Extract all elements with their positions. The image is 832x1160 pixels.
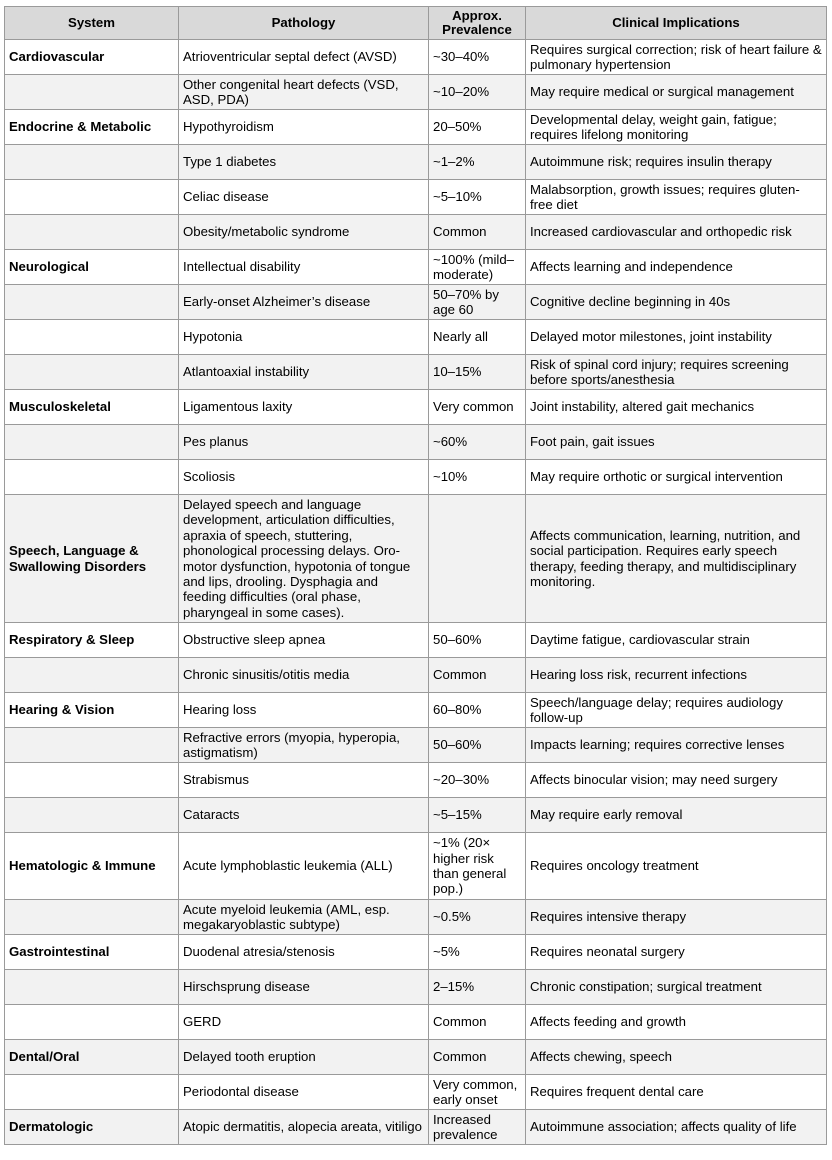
pathology-cell: Hypothyroidism xyxy=(179,110,429,145)
table-row xyxy=(5,935,827,970)
table-row xyxy=(5,460,827,495)
pathology-cell: Obesity/metabolic syndrome xyxy=(179,215,429,250)
system-cell xyxy=(5,658,179,693)
implications-cell: Requires frequent dental care xyxy=(526,1075,827,1110)
implications-cell: Risk of spinal cord injury; requires screening before sports/anesthesia xyxy=(526,355,827,390)
system-cell xyxy=(5,355,179,390)
table-row xyxy=(5,355,827,390)
pathology-table xyxy=(4,6,827,1145)
table-row xyxy=(5,1075,827,1110)
system-cell: Gastrointestinal xyxy=(5,935,179,970)
system-cell: Endocrine & Metabolic xyxy=(5,110,179,145)
implications-cell: Malabsorption, growth issues; requires gluten-free diet xyxy=(526,180,827,215)
implications-cell: Chronic constipation; surgical treatment xyxy=(526,970,827,1005)
system-cell: Respiratory & Sleep xyxy=(5,623,179,658)
prevalence-cell: Common xyxy=(429,215,526,250)
table-row xyxy=(5,798,827,833)
pathology-cell: Pes planus xyxy=(179,425,429,460)
pathology-cell: Scoliosis xyxy=(179,460,429,495)
implications-cell: Foot pain, gait issues xyxy=(526,425,827,460)
system-cell: Dental/Oral xyxy=(5,1040,179,1075)
implications-cell: Joint instability, altered gait mechanics xyxy=(526,390,827,425)
table-row xyxy=(5,40,827,75)
system-cell: Neurological xyxy=(5,250,179,285)
header-prevalence-line2: Prevalence xyxy=(442,22,512,37)
header-implications: Clinical Implications xyxy=(526,7,827,40)
pathology-cell: Refractive errors (myopia, hyperopia, astigmatism) xyxy=(179,728,429,763)
system-cell: Dermatologic xyxy=(5,1110,179,1145)
implications-cell: Daytime fatigue, cardiovascular strain xyxy=(526,623,827,658)
header-system: System xyxy=(5,7,179,40)
prevalence-cell: Increased prevalence xyxy=(429,1110,526,1145)
implications-cell: Cognitive decline beginning in 40s xyxy=(526,285,827,320)
header-prevalence xyxy=(429,7,526,40)
table-row xyxy=(5,658,827,693)
table-row xyxy=(5,1005,827,1040)
pathology-cell: Hearing loss xyxy=(179,693,429,728)
prevalence-cell: Common xyxy=(429,658,526,693)
pathology-cell: Acute lymphoblastic leukemia (ALL) xyxy=(179,833,429,900)
pathology-cell: Atrioventricular septal defect (AVSD) xyxy=(179,40,429,75)
table-header xyxy=(5,7,827,40)
prevalence-cell: 20–50% xyxy=(429,110,526,145)
system-cell: Cardiovascular xyxy=(5,40,179,75)
prevalence-cell: 50–70% by age 60 xyxy=(429,285,526,320)
pathology-cell: Cataracts xyxy=(179,798,429,833)
prevalence-cell xyxy=(429,495,526,623)
prevalence-cell: 2–15% xyxy=(429,970,526,1005)
system-cell xyxy=(5,425,179,460)
pathology-cell: Strabismus xyxy=(179,763,429,798)
pathology-cell: Periodontal disease xyxy=(179,1075,429,1110)
system-cell xyxy=(5,180,179,215)
implications-cell: Requires intensive therapy xyxy=(526,900,827,935)
table-row xyxy=(5,390,827,425)
prevalence-cell: ~1–2% xyxy=(429,145,526,180)
prevalence-cell: Common xyxy=(429,1005,526,1040)
header-row xyxy=(5,7,827,40)
table-row xyxy=(5,215,827,250)
prevalence-cell: ~30–40% xyxy=(429,40,526,75)
table-row xyxy=(5,180,827,215)
table-row xyxy=(5,320,827,355)
system-cell xyxy=(5,798,179,833)
table-row xyxy=(5,970,827,1005)
table-row xyxy=(5,110,827,145)
prevalence-cell: 50–60% xyxy=(429,728,526,763)
prevalence-cell: ~5% xyxy=(429,935,526,970)
prevalence-cell: Nearly all xyxy=(429,320,526,355)
implications-cell: May require orthotic or surgical intervention xyxy=(526,460,827,495)
prevalence-cell: ~10–20% xyxy=(429,75,526,110)
pathology-cell: Duodenal atresia/stenosis xyxy=(179,935,429,970)
implications-cell: Impacts learning; requires corrective lenses xyxy=(526,728,827,763)
pathology-cell: Acute myeloid leukemia (AML, esp. megakaryoblastic subtype) xyxy=(179,900,429,935)
table-row xyxy=(5,693,827,728)
prevalence-cell: Very common xyxy=(429,390,526,425)
prevalence-cell: 10–15% xyxy=(429,355,526,390)
implications-cell: Requires surgical correction; risk of heart failure & pulmonary hypertension xyxy=(526,40,827,75)
table-body xyxy=(5,40,827,1145)
pathology-cell: Delayed tooth eruption xyxy=(179,1040,429,1075)
table-row xyxy=(5,763,827,798)
pathology-cell: Hypotonia xyxy=(179,320,429,355)
system-cell: Hematologic & Immune xyxy=(5,833,179,900)
implications-cell: Affects communication, learning, nutrition, and social participation. Requires early speech therapy, feeding therapy, and multidisciplinary monitoring. xyxy=(526,495,827,623)
implications-cell: Increased cardiovascular and orthopedic risk xyxy=(526,215,827,250)
system-cell xyxy=(5,75,179,110)
system-cell xyxy=(5,460,179,495)
pathology-cell: Obstructive sleep apnea xyxy=(179,623,429,658)
table-row xyxy=(5,75,827,110)
prevalence-cell: Very common, early onset xyxy=(429,1075,526,1110)
pathology-cell: GERD xyxy=(179,1005,429,1040)
pathology-cell: Intellectual disability xyxy=(179,250,429,285)
system-cell xyxy=(5,1075,179,1110)
table-row xyxy=(5,728,827,763)
implications-cell: Requires neonatal surgery xyxy=(526,935,827,970)
table-row xyxy=(5,495,827,623)
system-cell: Hearing & Vision xyxy=(5,693,179,728)
system-cell xyxy=(5,215,179,250)
system-cell xyxy=(5,728,179,763)
prevalence-cell: ~100% (mild–moderate) xyxy=(429,250,526,285)
system-cell: Speech, Language & Swallowing Disorders xyxy=(5,495,179,623)
system-cell xyxy=(5,320,179,355)
prevalence-cell: ~5–10% xyxy=(429,180,526,215)
prevalence-cell: 50–60% xyxy=(429,623,526,658)
prevalence-cell: ~0.5% xyxy=(429,900,526,935)
implications-cell: Requires oncology treatment xyxy=(526,833,827,900)
table-row xyxy=(5,833,827,900)
table-row xyxy=(5,623,827,658)
implications-cell: Autoimmune risk; requires insulin therapy xyxy=(526,145,827,180)
system-cell xyxy=(5,145,179,180)
table-row xyxy=(5,900,827,935)
implications-cell: Hearing loss risk, recurrent infections xyxy=(526,658,827,693)
implications-cell: Developmental delay, weight gain, fatigue; requires lifelong monitoring xyxy=(526,110,827,145)
system-cell xyxy=(5,763,179,798)
implications-cell: Speech/language delay; requires audiology follow-up xyxy=(526,693,827,728)
implications-cell: Delayed motor milestones, joint instability xyxy=(526,320,827,355)
table-row xyxy=(5,1110,827,1145)
implications-cell: Autoimmune association; affects quality of life xyxy=(526,1110,827,1145)
pathology-cell: Delayed speech and language development, articulation difficulties, apraxia of speech, stuttering, phonological processing delays. Oro-motor dysfunction, hypotonia of tongue and lips, drooling. Dysphagia and feeding difficulties (oral phase, pharyngeal in some cases). xyxy=(179,495,429,623)
implications-cell: Affects feeding and growth xyxy=(526,1005,827,1040)
implications-cell: Affects learning and independence xyxy=(526,250,827,285)
prevalence-cell: ~20–30% xyxy=(429,763,526,798)
table-row xyxy=(5,1040,827,1075)
pathology-cell: Chronic sinusitis/otitis media xyxy=(179,658,429,693)
pathology-cell: Type 1 diabetes xyxy=(179,145,429,180)
pathology-cell: Celiac disease xyxy=(179,180,429,215)
system-cell xyxy=(5,970,179,1005)
table-row xyxy=(5,250,827,285)
prevalence-cell: ~5–15% xyxy=(429,798,526,833)
implications-cell: Affects binocular vision; may need surgery xyxy=(526,763,827,798)
system-cell: Musculoskeletal xyxy=(5,390,179,425)
prevalence-cell: ~60% xyxy=(429,425,526,460)
pathology-cell: Atopic dermatitis, alopecia areata, vitiligo xyxy=(179,1110,429,1145)
implications-cell: Affects chewing, speech xyxy=(526,1040,827,1075)
prevalence-cell: 60–80% xyxy=(429,693,526,728)
table-row xyxy=(5,285,827,320)
header-pathology: Pathology xyxy=(179,7,429,40)
prevalence-cell: ~10% xyxy=(429,460,526,495)
system-cell xyxy=(5,285,179,320)
pathology-cell: Hirschsprung disease xyxy=(179,970,429,1005)
pathology-cell: Other congenital heart defects (VSD, ASD, PDA) xyxy=(179,75,429,110)
pathology-cell: Atlantoaxial instability xyxy=(179,355,429,390)
table-row xyxy=(5,145,827,180)
implications-cell: May require medical or surgical management xyxy=(526,75,827,110)
pathology-cell: Early-onset Alzheimer’s disease xyxy=(179,285,429,320)
prevalence-cell: Common xyxy=(429,1040,526,1075)
table-row xyxy=(5,425,827,460)
header-prevalence-line1: Approx. xyxy=(452,8,502,23)
implications-cell: May require early removal xyxy=(526,798,827,833)
system-cell xyxy=(5,1005,179,1040)
system-cell xyxy=(5,900,179,935)
pathology-cell: Ligamentous laxity xyxy=(179,390,429,425)
prevalence-cell: ~1% (20× higher risk than general pop.) xyxy=(429,833,526,900)
